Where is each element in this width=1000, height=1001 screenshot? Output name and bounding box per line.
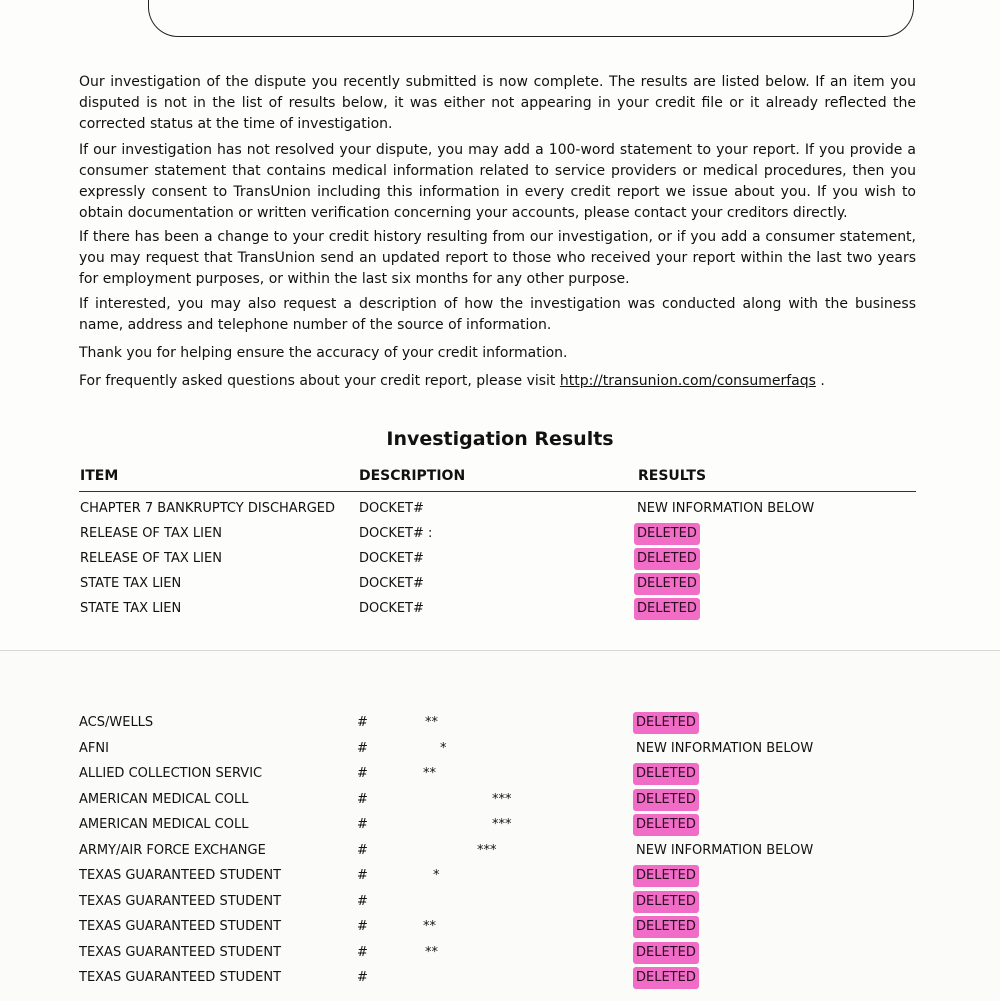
row-masked-number: *	[433, 868, 440, 883]
result-deleted-badge: DELETED	[633, 967, 699, 989]
table-row	[0, 573, 1000, 595]
header-divider	[79, 491, 916, 492]
table-row	[0, 916, 1000, 938]
result-deleted-badge: DELETED	[633, 865, 699, 887]
row-description: DOCKET#	[359, 551, 424, 566]
row-description: #	[357, 817, 368, 832]
row-item: TEXAS GUARANTEED STUDENT	[79, 893, 282, 909]
row-item: RELEASE OF TAX LIEN	[80, 526, 222, 541]
result-deleted-badge: DELETED	[634, 548, 700, 570]
row-item: TEXAS GUARANTEED STUDENT	[79, 868, 282, 883]
row-description: #	[357, 766, 368, 781]
table-row	[0, 840, 1000, 862]
result-deleted-badge: DELETED	[634, 598, 700, 620]
row-item: STATE TAX LIEN	[80, 576, 182, 591]
row-item: TEXAS GUARANTEED STUDENT	[79, 919, 282, 934]
result-deleted-badge: DELETED	[634, 523, 700, 545]
row-masked-number: ***	[492, 791, 512, 807]
row-description: DOCKET#	[359, 601, 424, 616]
faq-link[interactable]: http://transunion.com/consumerfaqs	[559, 373, 816, 389]
result-deleted-badge: DELETED	[633, 891, 699, 913]
result-deleted-badge: DELETED	[633, 814, 699, 836]
table-row	[0, 598, 1000, 620]
result-deleted-badge: DELETED	[633, 942, 699, 964]
paragraph-thank-you: Thank you for helping ensure the accuracy of your credit information.	[79, 345, 568, 361]
row-description: DOCKET# :	[359, 526, 433, 541]
table-row	[0, 763, 1000, 785]
row-description: #	[357, 970, 368, 985]
row-description: #	[357, 791, 368, 807]
header-results: RESULTS	[638, 468, 707, 484]
row-description: DOCKET#	[359, 501, 424, 516]
table-row	[0, 865, 1000, 887]
row-masked-number: ***	[492, 817, 512, 832]
table-row	[0, 891, 1000, 913]
paragraph-description-request: If interested, you may also request a description of how the investigation was conducted along with the business name, address and telephone number of the source of information.	[79, 296, 916, 333]
result-deleted-badge: DELETED	[634, 573, 700, 595]
letter-page-bottom	[0, 650, 1000, 1001]
row-description: #	[357, 944, 368, 960]
table-row	[0, 789, 1000, 811]
row-masked-number: ***	[477, 842, 497, 858]
address-window-box	[148, 0, 914, 37]
paragraph-updated-report: If there has been a change to your credit history resulting from our investigation, or if you add a consumer statement, you may request that TransUnion send an updated report to those who received your report within the last two years for employment purposes, or within the last six months for any other purpose.	[79, 229, 916, 287]
table-row	[0, 967, 1000, 989]
table-row	[0, 814, 1000, 836]
faq-suffix: .	[815, 373, 825, 389]
row-item: TEXAS GUARANTEED STUDENT	[79, 944, 282, 960]
row-item: ALLIED COLLECTION SERVIC	[79, 766, 263, 781]
row-item: AMERICAN MEDICAL COLL	[79, 791, 249, 807]
row-description: DOCKET#	[359, 576, 424, 591]
paragraph-statement: If our investigation has not resolved your dispute, you may add a 100-word statement to your report. If you provide a consumer statement that contains medical information related to service providers or medical procedures, then you expressly consent to TransUnion including this information in every credit report we issue about you. If you wish to obtain documentation or written verification concerning your accounts, please contact your creditors directly.	[79, 142, 916, 221]
table-row	[0, 523, 1000, 545]
header-item: ITEM	[80, 468, 119, 484]
row-description: #	[357, 715, 368, 730]
result-deleted-badge: DELETED	[633, 789, 699, 811]
result-deleted-badge: DELETED	[633, 712, 699, 734]
row-masked-number: **	[425, 715, 438, 730]
row-item: RELEASE OF TAX LIEN	[80, 551, 222, 566]
row-item: AFNI	[79, 740, 109, 756]
table-row	[0, 712, 1000, 734]
row-description: #	[357, 919, 368, 934]
result-new-info: NEW INFORMATION BELOW	[636, 740, 814, 756]
result-deleted-badge: DELETED	[633, 763, 699, 785]
header-description: DESCRIPTION	[359, 468, 466, 484]
row-masked-number: *	[440, 740, 447, 756]
row-masked-number: **	[425, 944, 438, 960]
row-masked-number: **	[423, 766, 436, 781]
faq-prefix: For frequently asked questions about your credit report, please visit	[79, 373, 560, 389]
row-item: TEXAS GUARANTEED STUDENT	[79, 970, 282, 985]
paragraph-intro: Our investigation of the dispute you recently submitted is now complete. The results are listed below. If an item you disputed is not in the list of results below, it was either not appearing in your credit file or it already reflected the corrected status at the time of investigation.	[79, 74, 916, 132]
row-item: ACS/WELLS	[79, 715, 154, 730]
result-new-info: NEW INFORMATION BELOW	[636, 842, 814, 858]
result-new-info: NEW INFORMATION BELOW	[637, 501, 815, 516]
row-description: #	[357, 842, 368, 858]
row-item: CHAPTER 7 BANKRUPTCY DISCHARGED	[80, 501, 336, 516]
table-row	[0, 548, 1000, 570]
row-masked-number: **	[423, 919, 436, 934]
faq-line	[79, 371, 825, 392]
row-item: AMERICAN MEDICAL COLL	[79, 817, 249, 832]
row-description: #	[357, 740, 368, 756]
row-item: ARMY/AIR FORCE EXCHANGE	[79, 842, 266, 858]
row-description: #	[357, 868, 368, 883]
row-description: #	[357, 893, 368, 909]
result-deleted-badge: DELETED	[633, 916, 699, 938]
table-row	[0, 738, 1000, 760]
table-row	[0, 942, 1000, 964]
results-title: Investigation Results	[386, 428, 614, 450]
table-row	[0, 498, 1000, 520]
row-item: STATE TAX LIEN	[80, 601, 182, 616]
